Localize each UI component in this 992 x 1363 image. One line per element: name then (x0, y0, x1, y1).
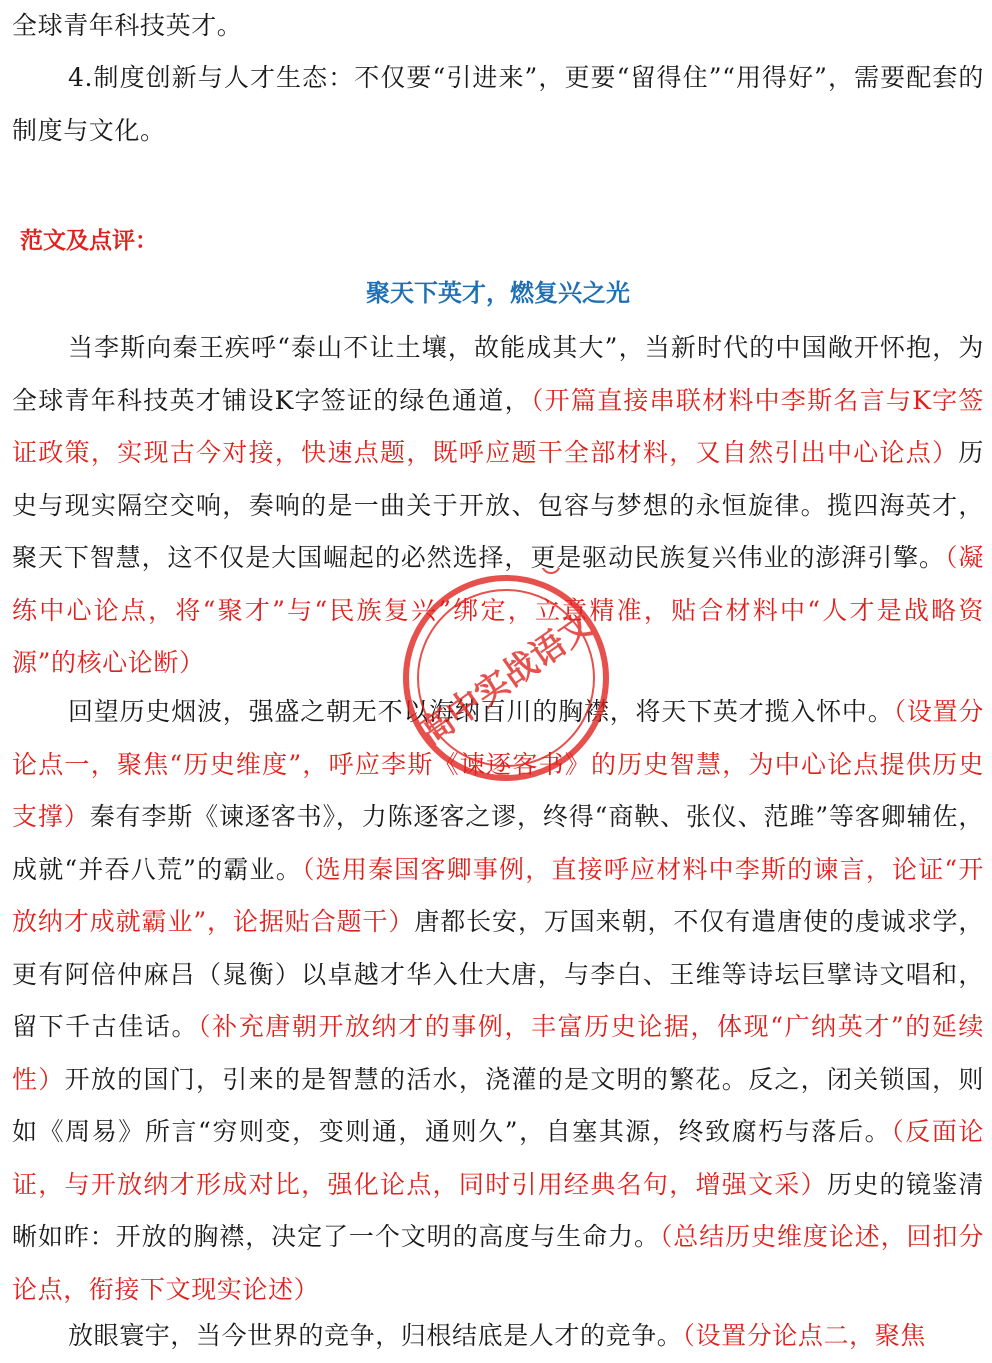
essay-text: 开放的国门，引来的是智慧的活水，浇灌的是文明的繁花。反之，闭关锁国，则如《周易》所言“穷则变，变则通，通则久”，自塞其源，终致腐朽与落后。 (12, 1064, 984, 1146)
section-heading: 范文及点评： (20, 228, 158, 254)
essay-comment: （凝练中心论点，将“聚才”与“民族复兴”绑定，立意精准，贴合材料中“人才是战略资源”的核心论断） (12, 543, 985, 677)
essay-paragraph-3 (12, 1310, 926, 1363)
essay-comment: （设置分论点一，聚焦“历史维度”，呼应李斯《谏逐客书》的历史智慧，为中心论点提供历史支撑） (12, 697, 985, 831)
essay-comment: （选用秦国客卿事例，直接呼应材料中李斯的谏言，论证“开放纳才成就霸业”，论据贴合题干） (12, 854, 985, 936)
stamp-text: 高中实战语文 (411, 603, 602, 754)
essay-text: 唐都长安，万国来朝，不仅有遣唐使的虔诚求学，更有阿倍仲麻吕（晁衡）以卓越才华入仕大唐，与李白、王维等诗坛巨擘诗文唱和，留下千古佳话。 (12, 907, 985, 1041)
essay-comment: （反面论证，与开放纳才形成对比，强化论点，同时引用经典名句，增强文采） (12, 1117, 985, 1199)
essay-comment: （总结历史维度论述，回扣分论点，衔接下文现实论述） (12, 1222, 984, 1304)
essay-text: 回望历史烟波，强盛之朝无不以海纳百川的胸襟，将天下英才揽入怀中。 (68, 697, 894, 726)
essay-comment: （开篇直接串联材料中李斯名言与K字签证政策，实现古今对接，快速点题，既呼应题干全部材料，又自然引出中心论点） (12, 385, 984, 467)
essay-text: 放眼寰宇，当今世界的竞争，归根结底是人才的竞争。 (68, 1321, 683, 1350)
essay-text: 当李斯向秦王疾呼“泰山不让土壤，故能成其大”，当新时代的中国敞开怀抱，为全球青年科技英才铺设K字签证的绿色通道， (12, 333, 984, 415)
paragraph-intro-end: 全球青年科技英才。 (12, 11, 243, 40)
paragraph-point-4: 4.制度创新与人才生态：不仅要“引进来”，更要“留得住”“用得好”，需要配套的制度与文化。 (12, 63, 984, 145)
essay-comment: （设置分论点二，聚焦 (682, 1321, 926, 1350)
essay-text: 秦有李斯《谏逐客书》，力陈逐客之谬，终得“商鞅、张仪、范雎”等客卿辅佐，成就“并吞八荒”的霸业。 (12, 802, 984, 884)
essay-comment: （补充唐朝开放纳才的事例，丰富历史论据，体现“广纳英才”的延续性） (12, 1012, 985, 1094)
essay-text: 历史与现实隔空交响，奏响的是一曲关于开放、包容与梦想的永恒旋律。揽四海英才，聚天下智慧，这不仅是大国崛起的必然选择，更是驱动民族复兴伟业的澎湃引擎。 (12, 438, 984, 572)
essay-paragraph-1 (12, 322, 984, 690)
essay-text: 历史的镜鉴清晰如昨：开放的胸襟，决定了一个文明的高度与生命力。 (12, 1169, 984, 1251)
essay-title: 聚天下英才，燃复兴之光 (366, 279, 630, 307)
essay-paragraph-2 (12, 686, 984, 1316)
